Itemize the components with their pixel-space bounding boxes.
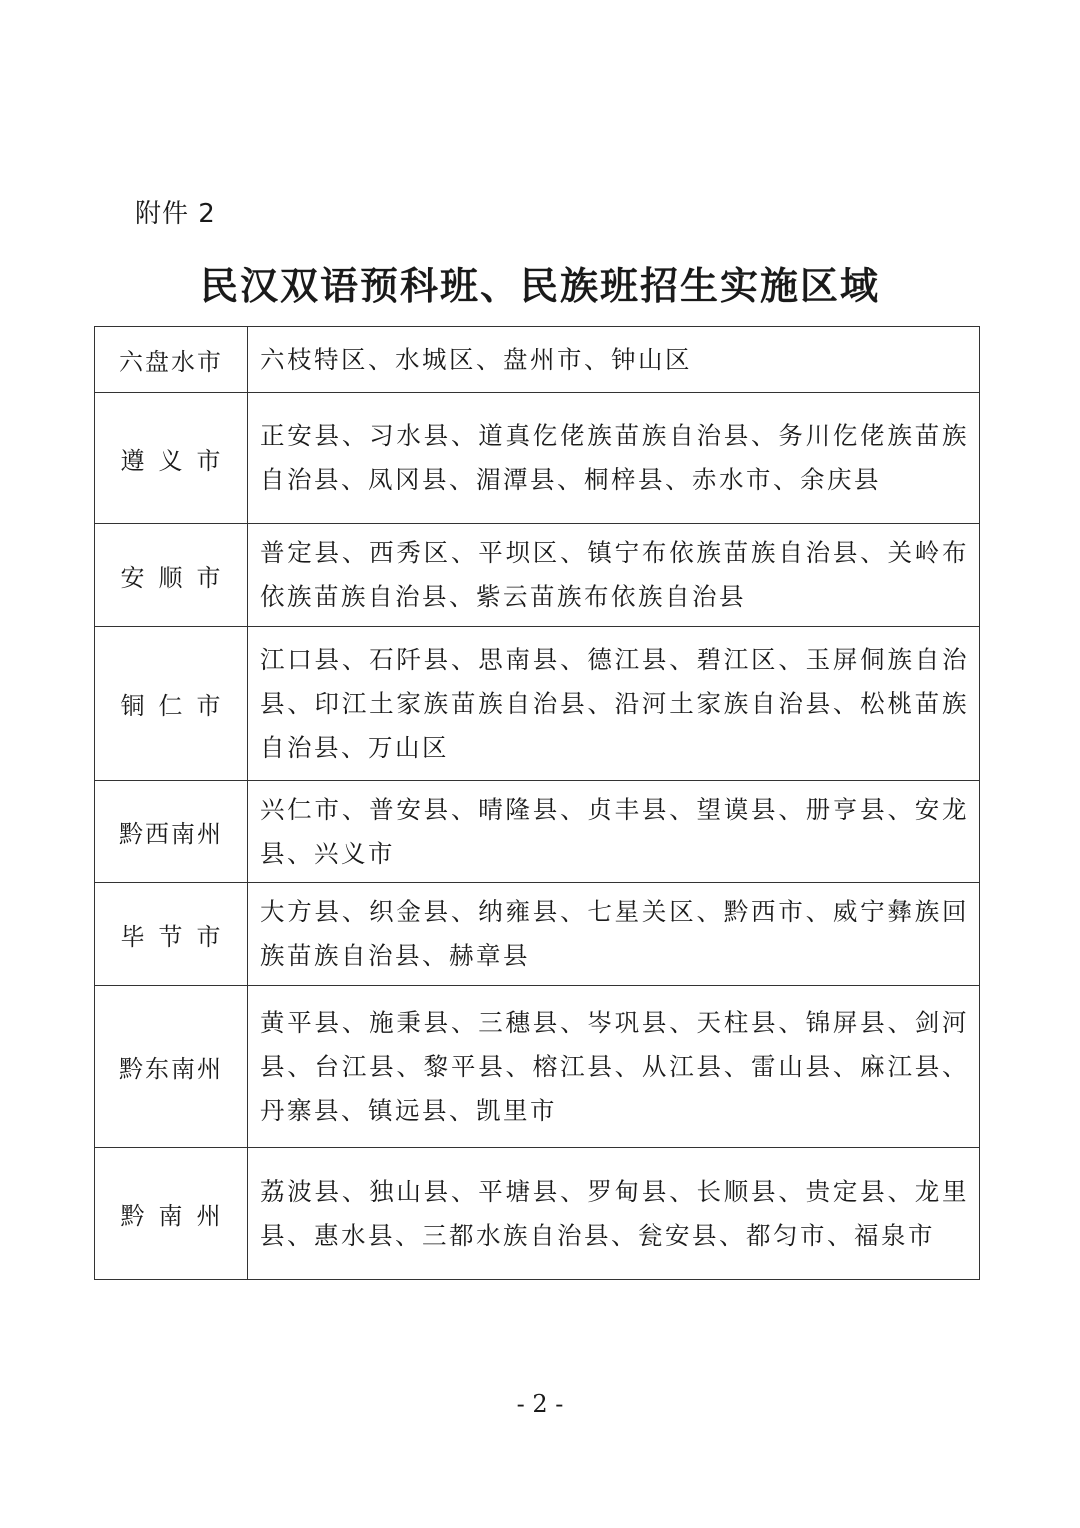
document-title: 民汉双语预科班、民族班招生实施区域 (199, 264, 880, 308)
city-cell: 黔西南州 (95, 781, 248, 883)
city-cell: 毕节市 (95, 883, 248, 986)
counties-cell: 荔波县、独山县、平塘县、罗甸县、长顺县、贵定县、龙里县、惠水县、三都水族自治县、瓮安县、都匀市、福泉市 (248, 1148, 980, 1280)
counties-cell: 正安县、习水县、道真仡佬族苗族自治县、务川仡佬族苗族自治县、凤冈县、湄潭县、桐梓县、赤水市、余庆县 (248, 393, 980, 524)
page-number: - 2 - (516, 1390, 564, 1418)
counties-cell: 江口县、石阡县、思南县、德江县、碧江区、玉屏侗族自治县、印江土家族苗族自治县、沿河土家族自治县、松桃苗族自治县、万山区 (248, 627, 980, 781)
counties-cell: 黄平县、施秉县、三穗县、岑巩县、天柱县、锦屏县、剑河县、台江县、黎平县、榕江县、从江县、雷山县、麻江县、丹寨县、镇远县、凯里市 (248, 986, 980, 1148)
city-cell: 黔南州 (95, 1148, 248, 1280)
counties-cell: 普定县、西秀区、平坝区、镇宁布依族苗族自治县、关岭布依族苗族自治县、紫云苗族布依族自治县 (248, 524, 980, 627)
table-row (95, 627, 980, 781)
city-cell: 遵义市 (95, 393, 248, 524)
region-table (94, 326, 980, 1280)
table-row (95, 393, 980, 524)
counties-cell: 兴仁市、普安县、晴隆县、贞丰县、望谟县、册亨县、安龙县、兴义市 (248, 781, 980, 883)
city-cell: 六盘水市 (95, 327, 248, 393)
table-row (95, 883, 980, 986)
counties-cell: 大方县、织金县、纳雍县、七星关区、黔西市、威宁彝族回族苗族自治县、赫章县 (248, 883, 980, 986)
table-row (95, 327, 980, 393)
table-row (95, 781, 980, 883)
city-cell: 铜仁市 (95, 627, 248, 781)
table-row (95, 1148, 980, 1280)
counties-cell: 六枝特区、水城区、盘州市、钟山区 (248, 327, 980, 393)
table-row (95, 524, 980, 627)
city-cell: 黔东南州 (95, 986, 248, 1148)
table-row (95, 986, 980, 1148)
attachment-label: 附件 2 (135, 199, 216, 229)
city-cell: 安顺市 (95, 524, 248, 627)
